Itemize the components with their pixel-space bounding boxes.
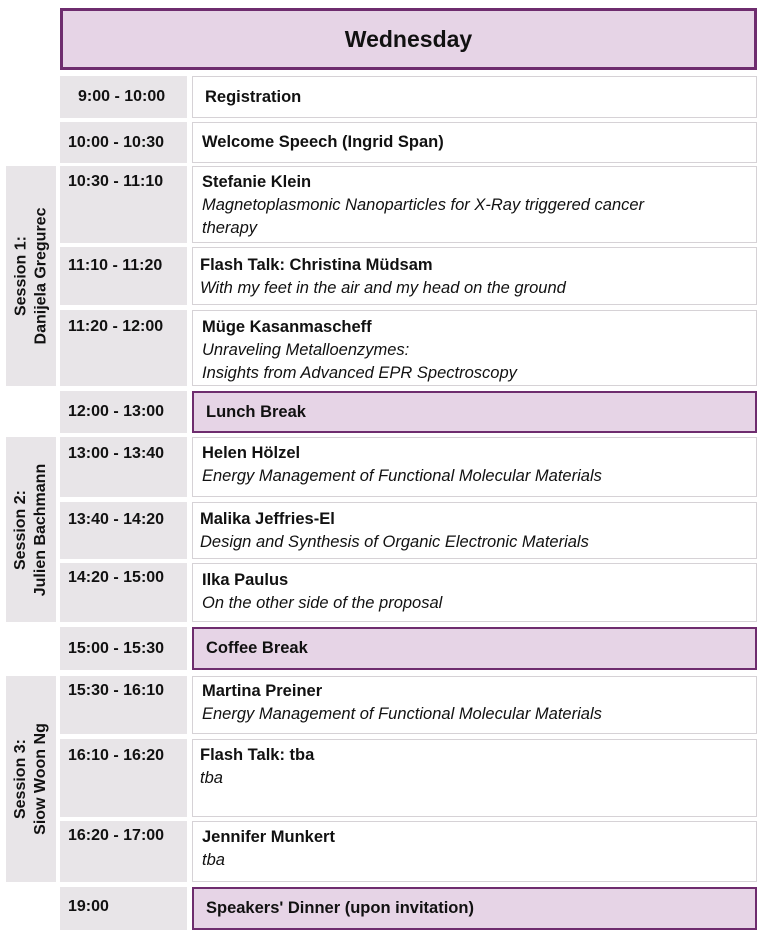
talk-title: Energy Management of Functional Molecular Materials [202,467,602,485]
talk-cell [192,502,757,559]
talk-title: Design and Synthesis of Organic Electronic Materials [200,533,589,551]
break-cell: Speakers' Dinner (upon invitation) [192,887,757,930]
talk-title: therapy [202,219,258,237]
time-slot: 11:10 - 11:20 [60,247,187,305]
talk-cell [192,676,757,734]
talk-cell [192,166,757,243]
time-slot: 10:30 - 11:10 [60,166,187,243]
speaker-name: Martina Preiner [202,682,323,700]
talk-title: With my feet in the air and my head on the ground [200,279,566,297]
schedule-item: Registration [192,76,757,118]
speaker-name: Jennifer Munkert [202,828,335,846]
talk-cell [192,247,757,305]
session-label-line2: Siow Woon Ng [32,723,49,835]
time-slot: 15:30 - 16:10 [60,676,187,734]
session-label-line2: Danijela Gregurec [32,207,50,345]
schedule-item: Welcome Speech (Ingrid Span) [192,122,757,163]
speaker-name: Flash Talk: tba [200,746,315,764]
time-slot: 10:00 - 10:30 [60,122,187,163]
time-slot: 16:20 - 17:00 [60,821,187,882]
session-1-label [6,166,56,386]
time-slot: 16:10 - 16:20 [60,739,187,817]
session-label-line2: Julien Bachmann [32,463,50,596]
time-slot: 19:00 [60,887,187,930]
day-header: Wednesday [60,8,757,70]
talk-cell [192,437,757,497]
time-slot: 14:20 - 15:00 [60,563,187,622]
speaker-name: Helen Hölzel [202,444,301,462]
session-label-line1: Session 2: [12,489,30,570]
time-slot: 13:00 - 13:40 [60,437,187,497]
talk-title: tba [202,851,225,869]
session-label-line1: Session 3: [12,738,29,820]
talk-cell [192,310,757,386]
talk-title: Magnetoplasmonic Nanoparticles for X-Ray triggered cancer [202,196,645,214]
talk-title: tba [200,769,223,787]
time-slot: 9:00 - 10:00 [60,76,187,118]
talk-cell [192,739,757,817]
session-label-line1: Session 1: [12,235,30,317]
speaker-name: Stefanie Klein [202,173,312,191]
talk-cell [192,821,757,882]
talk-title: Energy Management of Functional Molecular Materials [202,705,602,723]
break-cell: Lunch Break [192,391,757,433]
talk-title: On the other side of the proposal [202,594,443,612]
speaker-name: Flash Talk: Christina Müdsam [200,256,433,274]
session-3-label [6,676,56,882]
break-cell: Coffee Break [192,627,757,670]
time-slot: 12:00 - 13:00 [60,391,187,433]
talk-title: Insights from Advanced EPR Spectroscopy [202,364,517,382]
speaker-name: Ilka Paulus [202,571,289,589]
session-2-label [6,437,56,622]
speaker-name: Müge Kasanmascheff [202,318,372,336]
time-slot: 11:20 - 12:00 [60,310,187,386]
time-slot: 13:40 - 14:20 [60,502,187,559]
talk-cell [192,563,757,622]
time-slot: 15:00 - 15:30 [60,627,187,670]
speaker-name: Malika Jeffries-El [200,510,335,528]
talk-title: Unraveling Metalloenzymes: [202,341,410,359]
